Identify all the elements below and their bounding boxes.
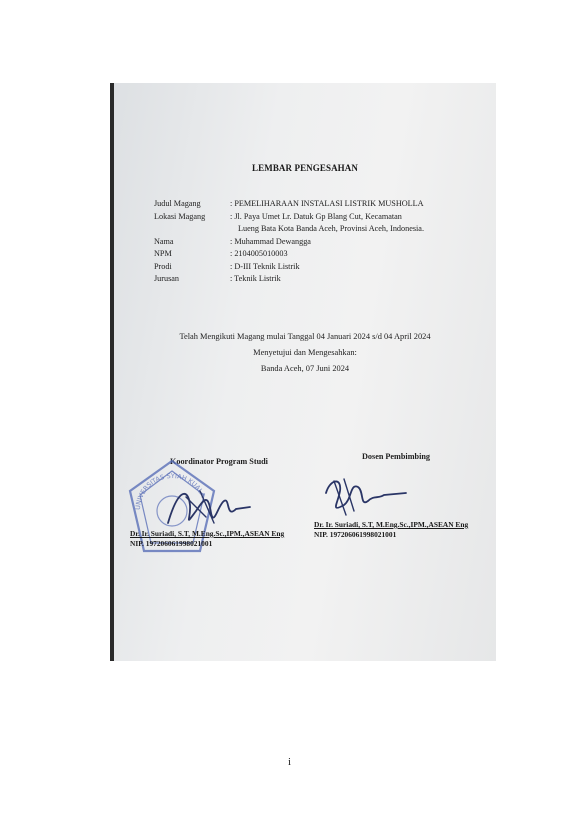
coordinator-name: Dr. Ir. Suriadi, S.T, M.Eng.Sc.,IPM.,ASEAN Eng <box>130 529 285 538</box>
supervisor-name: Dr. Ir. Suriadi, S.T, M.Eng.Sc.,IPM.,ASEAN Eng <box>314 520 469 529</box>
field-value: Lueng Bata Kota Banda Aceh, Provinsi Aceh, Indonesia. <box>238 224 424 233</box>
field-value: : Jl. Paya Umet Lr. Datuk Gp Blang Cut, Kecamatan <box>230 211 402 221</box>
field-value: : PEMELIHARAAN INSTALASI LISTRIK MUSHOLLA <box>230 199 424 208</box>
coordinator-signature-icon <box>156 483 256 535</box>
field-row-jurusan <box>154 273 484 286</box>
field-value: : D-III Teknik Listrik <box>230 261 300 271</box>
document-photo <box>110 83 496 661</box>
field-value: : 2104005010003 <box>230 249 288 258</box>
field-row-prodi <box>154 261 484 274</box>
field-label: Jurusan <box>154 274 180 283</box>
supervisor-title: Dosen Pembimbing <box>362 452 431 461</box>
place-date: Banda Aceh, 07 Juni 2024 <box>260 364 350 373</box>
field-list <box>154 198 484 286</box>
field-label: Judul Magang <box>154 199 201 208</box>
field-row-lokasi <box>154 211 484 224</box>
document-title: LEMBAR PENGESAHAN <box>252 163 358 173</box>
supervisor-signature-icon <box>320 473 410 525</box>
svg-text:UNIVERSITAS SYIAH KUALA: UNIVERSITAS SYIAH KUALA <box>133 471 208 511</box>
field-label <box>154 223 230 236</box>
field-row-lokasi-continued <box>154 223 484 236</box>
field-row-judul <box>154 198 484 211</box>
paper-sheet <box>114 83 496 661</box>
field-label: NPM <box>154 249 172 258</box>
approval-block <box>114 329 496 377</box>
approval-text: Menyetujui dan Mengesahkan: <box>253 348 357 357</box>
field-row-npm <box>154 248 484 261</box>
field-label: Lokasi Magang <box>154 211 206 221</box>
field-value: : Muhammad Dewangga <box>230 236 311 246</box>
coordinator-nip: NIP. 197206061998021001 <box>130 539 213 548</box>
field-value: : Teknik Listrik <box>230 274 281 283</box>
field-label: Prodi <box>154 261 172 271</box>
field-row-nama <box>154 236 484 249</box>
page-number: i <box>287 756 292 768</box>
supervisor-nip: NIP. 197206061998021001 <box>314 530 397 539</box>
internship-statement: Telah Mengikuti Magang mulai Tanggal 04 Januari 2024 s/d 04 April 2024 <box>179 332 431 341</box>
field-label: Nama <box>154 236 174 246</box>
coordinator-title: Koordinator Program Studi <box>170 457 268 466</box>
